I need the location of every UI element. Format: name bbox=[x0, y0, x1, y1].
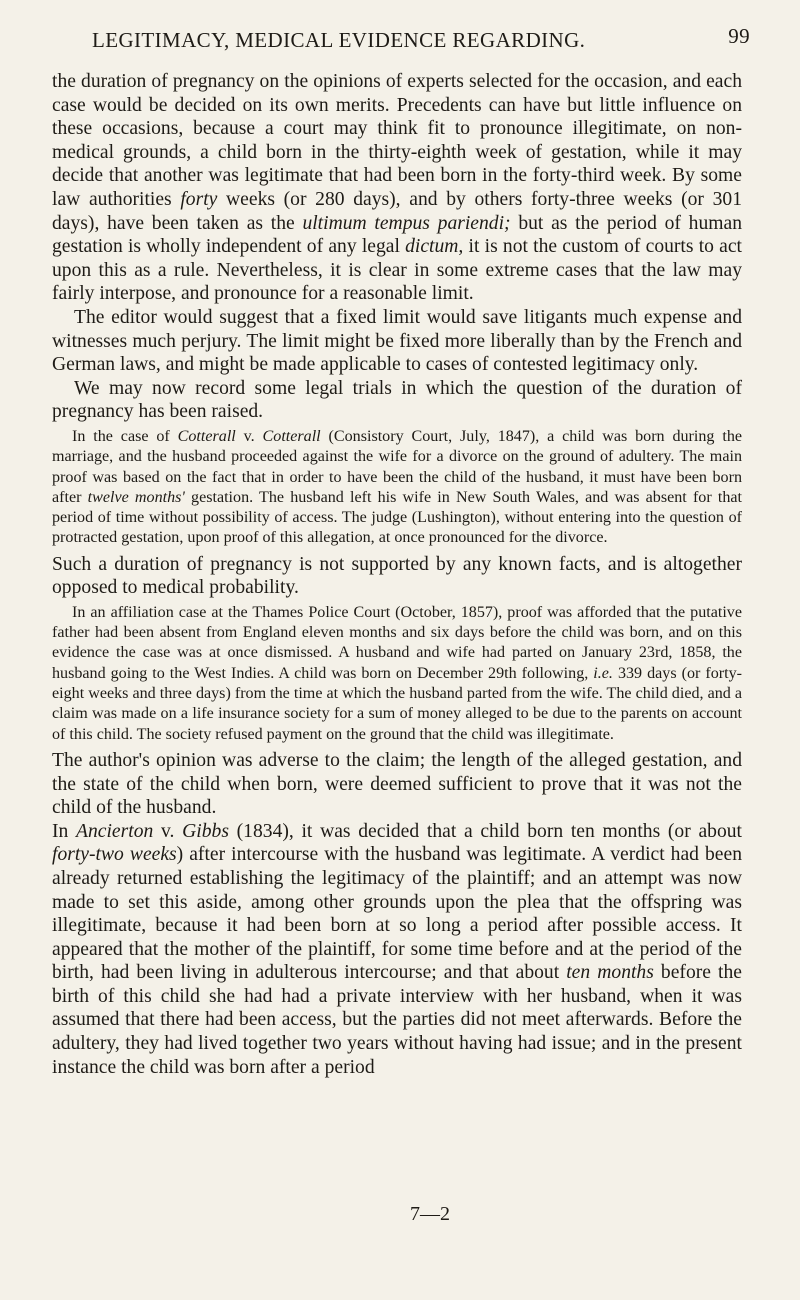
italic-text: ultimum tempus pariendi; bbox=[302, 212, 511, 234]
text-run: 339 days (or forty-eight weeks and three days) from the time at which the husband parted from the wife. The child died, and a claim was made on a life insurance society for a sum of money alleged to be due to the parents on account of this child. The society refused payment on the ground that the child was illegitimate. bbox=[52, 664, 742, 743]
body-paragraph bbox=[52, 553, 742, 600]
italic-text: ten months bbox=[566, 962, 654, 984]
text-run: The editor would suggest that a fixed limit would save litigants much expense and witnesses much perjury. The limit might be fixed more liberally than by the French and German laws, and might be made applicable to cases of contested legitimacy only. bbox=[52, 306, 742, 376]
body-paragraph bbox=[52, 70, 742, 306]
italic-text: dictum, bbox=[405, 236, 464, 258]
signature-mark: 7—2 bbox=[410, 1203, 450, 1225]
italic-text: twelve months' bbox=[87, 488, 185, 506]
text-run: gestation. The husband left his wife in New South Wales, and was absent for that period of time without possibility of access. The judge (Lushington), without entering into the question of protracted gestation, upon proof of this allegation, at once pronounced for the divorce. bbox=[52, 488, 743, 547]
case-report-paragraph bbox=[52, 603, 742, 745]
italic-text: forty bbox=[180, 188, 218, 210]
italic-text: Ancierton bbox=[76, 820, 154, 842]
body-paragraph bbox=[52, 377, 742, 424]
text-run: (Consistory Court, July, 1847), a child was born during the marriage, and the husband proceeded against the wife for a divorce on the ground of adultery. The main proof was based on the fact that in order to have been the child of the husband, it must have been born after bbox=[52, 427, 743, 506]
italic-text: forty-two weeks bbox=[52, 844, 177, 866]
page-header bbox=[52, 20, 750, 60]
text-run: The author's opinion was adverse to the claim; the length of the alleged gestation, and the state of the child when born, were deemed sufficient to prove that it was not the child of the husband. bbox=[52, 749, 742, 819]
text-run: the duration of pregnancy on the opinions of experts selected for the occasion, and each case would be decided on its own merits. Precedents can have but little influence on these occasions, because a court may think fit to pronounce illegitimate, on non-medical grounds, a child born in the thirty-eighth week of gestation, while it may decide that another was legitimate that had been born in the forty-third week. By some law authorities bbox=[52, 71, 742, 210]
text-run: weeks (or 280 days), and by others forty-three weeks (or 301 days), have been taken as the bbox=[52, 188, 742, 234]
text-run: v. bbox=[153, 820, 183, 842]
text-run: Such a duration of pregnancy is not supported by any known facts, and is altogether opposed to medical probability. bbox=[52, 553, 742, 599]
italic-text: i.e. bbox=[593, 664, 613, 682]
case-report-paragraph bbox=[52, 427, 742, 549]
text-run: In the case of bbox=[72, 427, 178, 445]
running-head: LEGITIMACY, MEDICAL EVIDENCE REGARDING. bbox=[92, 28, 586, 52]
text-run: but as the period of human gestation is wholly independent of any legal bbox=[52, 212, 742, 258]
italic-text: Gibbs bbox=[182, 820, 229, 842]
text-run: We may now record some legal trials in which the question of the duration of pregnancy has been raised. bbox=[52, 377, 742, 423]
body-paragraph bbox=[52, 749, 742, 820]
text-run: v. bbox=[235, 427, 263, 445]
italic-text: Cotterall bbox=[177, 427, 236, 445]
body-paragraph bbox=[52, 820, 742, 1080]
body-paragraph bbox=[52, 306, 742, 377]
body-text bbox=[52, 70, 742, 1079]
text-run: ) after intercourse with the husband was legitimate. A verdict had been already returned establishing the legitimacy of the plaintiff; and an attempt was now made to set this aside, among other grounds upon the plea that the offspring was illegitimate, because it had been born at so long a period after possible access. It appeared that the mother of the plaintiff, for some time before and at the period of the birth, had been living in adulterous intercourse; and that about bbox=[52, 844, 743, 984]
text-run: In an affiliation case at the Thames Police Court (October, 1857), proof was afforded that the putative father had been absent from England eleven months and six days before the child was born, and on this evidence the case was at once dismissed. A husband and wife had parted on January 23rd, 1858, the husband going to the West Indies. A child was born on December 29th following, bbox=[52, 603, 742, 682]
text-run: it is not the custom of courts to act upon this as a rule. Nevertheless, it is clear in some extreme cases that the law may fairly interpose, and pronounce for a reasonable limit. bbox=[52, 236, 742, 305]
page-number: 99 bbox=[728, 24, 750, 48]
text-run: In bbox=[52, 820, 77, 842]
text-run: (1834), it was decided that a child born ten months (or about bbox=[228, 820, 742, 842]
text-run: before the birth of this child she had had a private interview with her husband, when it was assumed that there had been access, but the parties did not meet afterwards. Before the adultery, they had lived together two years without having had issue; and in the present instance the child was born after a period bbox=[52, 962, 742, 1078]
italic-text: Cotterall bbox=[262, 427, 321, 445]
